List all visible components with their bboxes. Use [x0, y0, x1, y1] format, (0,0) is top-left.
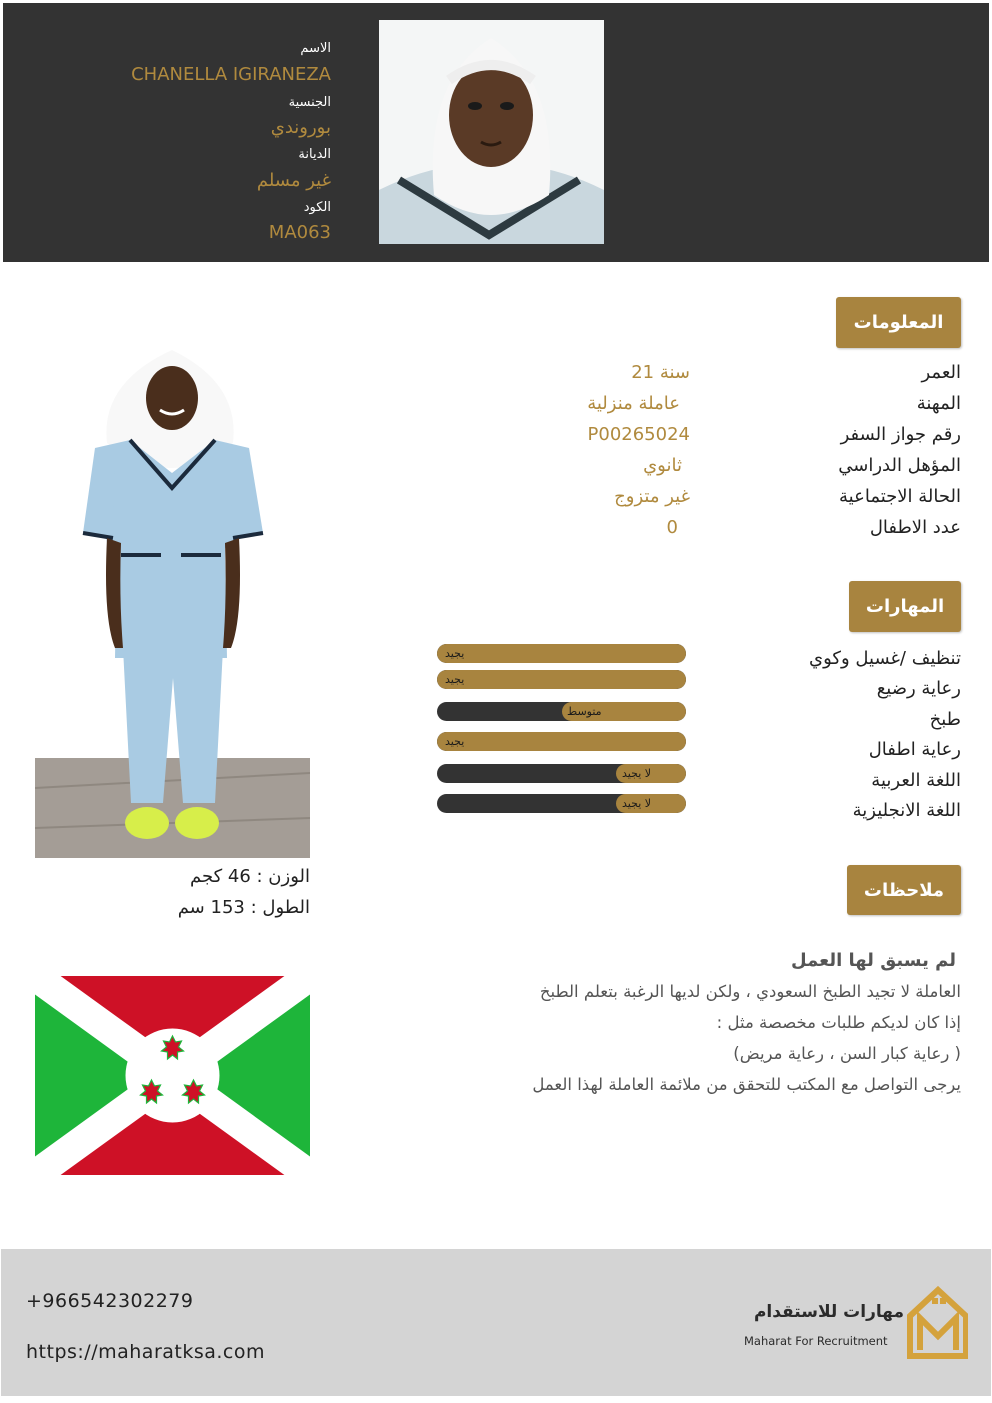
skill-bar-cleaning	[437, 644, 686, 663]
profession-value: عاملة منزلية	[587, 393, 680, 414]
skill-label-english: اللغة الانجليزية	[852, 800, 961, 821]
portrait-photo	[379, 20, 604, 244]
skill-bar-fill	[437, 644, 686, 663]
logo-text-english: Maharat For Recruitment	[744, 1334, 888, 1348]
passport-label: رقم جواز السفر	[840, 424, 961, 445]
name-value: CHANELLA IGIRANEZA	[131, 64, 331, 85]
note-line: إذا كان لديكم طلبات مخصصة مثل :	[716, 1013, 961, 1032]
notes-heading: لم يسبق لها العمل	[791, 950, 956, 971]
skill-label-cooking: طبخ	[929, 709, 961, 730]
website-link[interactable]: https://maharatksa.com	[26, 1341, 266, 1363]
religion-value: غير مسلم	[256, 170, 331, 191]
passport-value: P00265024	[587, 424, 690, 445]
skill-level-text: يجيد	[445, 647, 465, 660]
skill-bar-fill	[437, 732, 686, 751]
education-value: ثانوي	[643, 455, 682, 476]
age-label: العمر	[921, 362, 961, 383]
skill-bar-fill	[437, 670, 686, 689]
weight-value: الوزن : 46 كجم	[190, 866, 310, 887]
notes-section-badge: ملاحظات	[847, 865, 961, 915]
company-logo	[742, 1286, 968, 1360]
skill-label-cleaning: تنظيف /غسيل وكوي	[809, 648, 961, 669]
skill-label-childcare: رعاية اطفال	[868, 739, 961, 760]
nationality-label: الجنسية	[288, 95, 331, 110]
skill-label-infant-care: رعاية رضيع	[876, 678, 961, 699]
skill-level-text: يجيد	[445, 673, 465, 686]
skill-bar-english	[437, 794, 686, 813]
children-label: عدد الاطفال	[869, 517, 961, 538]
skill-level-text: متوسط	[567, 705, 602, 718]
info-section-badge: المعلومات	[836, 297, 961, 348]
skill-bar-arabic	[437, 764, 686, 783]
name-label: الاسم	[300, 41, 331, 56]
skill-label-arabic: اللغة العربية	[871, 770, 961, 791]
code-label: الكود	[303, 200, 331, 215]
age-value: 21 سنة	[631, 362, 690, 383]
skills-section-badge: المهارات	[849, 581, 961, 632]
profession-label: المهنة	[916, 393, 961, 414]
note-line: يرجى التواصل مع المكتب للتحقق من ملائمة العاملة لهذا العمل	[532, 1075, 961, 1094]
children-value: 0	[666, 517, 678, 538]
religion-label: الديانة	[298, 147, 331, 162]
skill-bar-childcare	[437, 732, 686, 751]
skill-level-text: يجيد	[445, 735, 465, 748]
burundi-flag	[35, 976, 310, 1175]
skill-bar-cooking	[437, 702, 686, 721]
marital-status-label: الحالة الاجتماعية	[839, 486, 961, 507]
height-value: الطول : 153 سم	[177, 897, 310, 918]
code-value: MA063	[268, 222, 331, 243]
note-line: ( رعاية كبار السن ، رعاية مريض)	[733, 1044, 961, 1063]
education-label: المؤهل الدراسي	[838, 455, 961, 476]
nationality-value: بوروندي	[270, 117, 331, 138]
skill-bar-infant-care	[437, 670, 686, 689]
phone-number: +966542302279	[26, 1290, 194, 1312]
skill-level-text: لا يجيد	[622, 767, 652, 780]
logo-text-arabic: مهارات للاستقدام	[753, 1302, 904, 1322]
marital-status-value: غير متزوج	[614, 486, 690, 507]
note-line: العاملة لا تجيد الطبخ السعودي ، ولكن لديها الرغبة بتعلم الطبخ	[539, 982, 961, 1001]
full-body-photo	[35, 348, 310, 858]
skill-level-text: لا يجيد	[622, 797, 652, 810]
